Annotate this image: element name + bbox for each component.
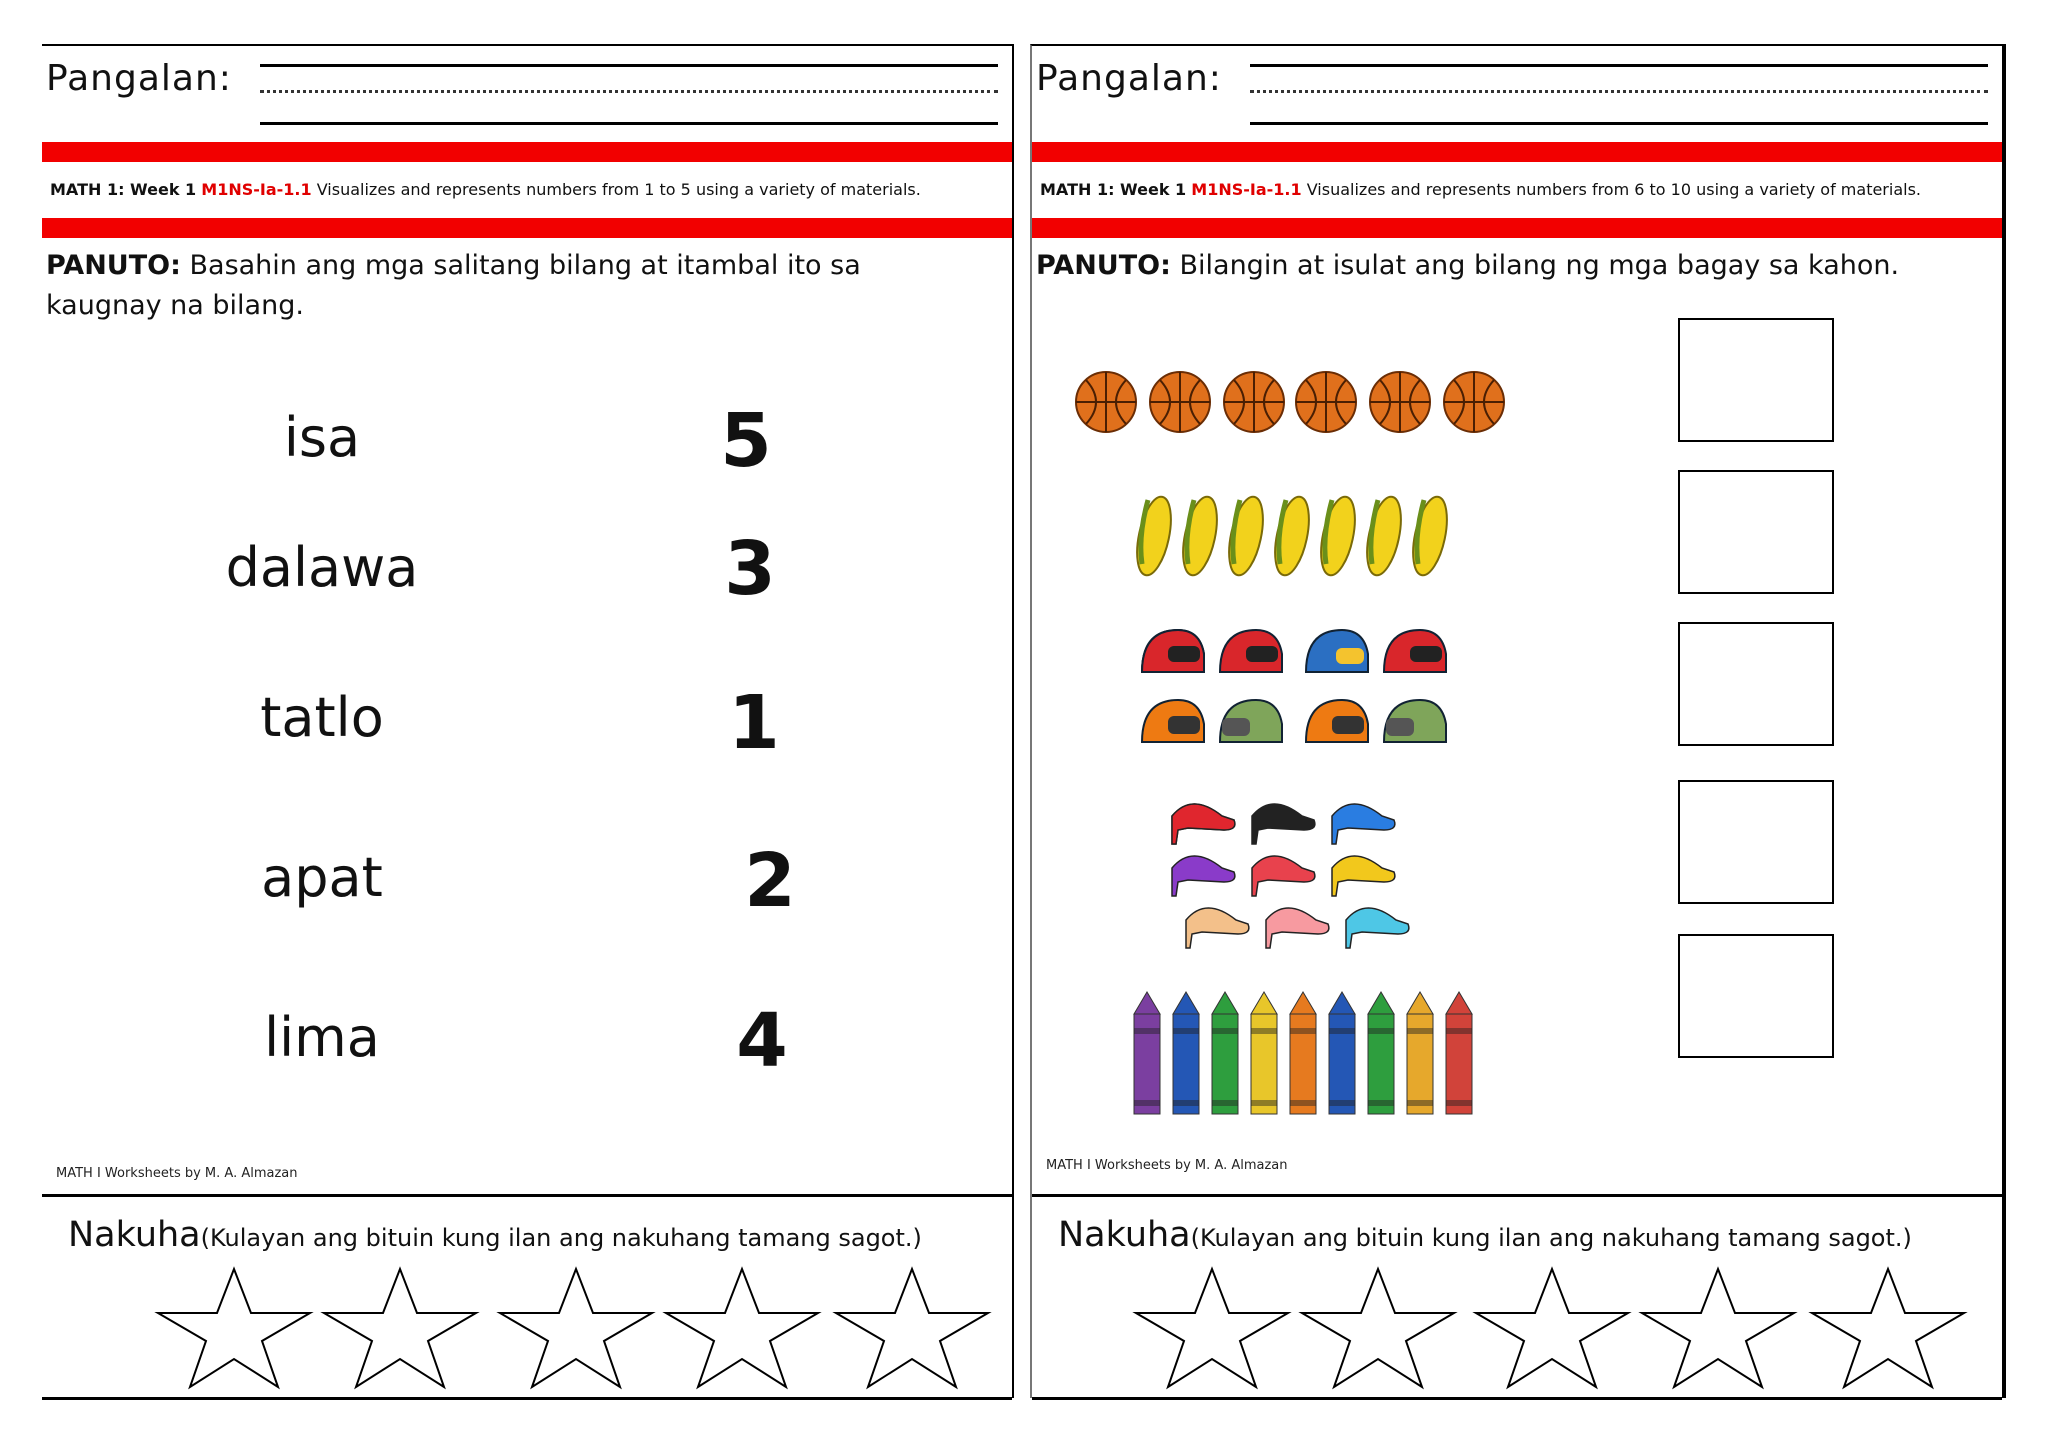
number-word[interactable]: isa <box>283 406 361 469</box>
crayon-icons <box>1130 990 1490 1120</box>
red-divider <box>1032 218 2002 238</box>
nakuha-note: (Kulayan ang bituin kung ilan ang nakuhang tamang sagot.) <box>1190 1224 1912 1252</box>
nakuha-text: Nakuha <box>68 1215 201 1255</box>
numeral[interactable]: 5 <box>720 398 772 484</box>
numeral[interactable]: 4 <box>736 998 788 1084</box>
panuto-label: PANUTO: <box>46 250 181 281</box>
answer-box[interactable] <box>1678 934 1834 1058</box>
name-row <box>42 46 1012 142</box>
crayon-icon <box>1251 992 1277 1114</box>
name-label: Pangalan: <box>46 58 232 99</box>
panuto-label: PANUTO: <box>1036 250 1171 281</box>
credit-line: MATH I Worksheets by M. A. Almazan <box>56 1166 298 1181</box>
name-row <box>1032 46 2002 142</box>
panuto-text: Basahin ang mga salitang bilang at itambal ito sa kaugnay na bilang. <box>46 250 861 321</box>
score-box <box>42 1194 1012 1400</box>
number-word[interactable]: dalawa <box>225 536 419 599</box>
name-write-lines <box>1250 64 1988 134</box>
number-word[interactable]: lima <box>264 1006 380 1069</box>
crayon-icon <box>1407 992 1433 1114</box>
corn-icons <box>1132 486 1462 586</box>
score-label <box>1058 1215 1912 1255</box>
score-box <box>1032 1194 2002 1400</box>
red-divider <box>42 218 1012 238</box>
name-label: Pangalan: <box>1036 58 1222 99</box>
code-prefix: MATH 1: Week 1 <box>1040 180 1187 199</box>
competency-code <box>50 168 1004 212</box>
helmet-icons <box>1138 624 1458 774</box>
crayon-icon <box>1290 992 1316 1114</box>
answer-box[interactable] <box>1678 780 1834 904</box>
corn-group <box>1132 486 1462 590</box>
crayon-icon <box>1173 992 1199 1114</box>
number-word[interactable]: tatlo <box>260 686 384 749</box>
red-divider <box>42 142 1012 162</box>
panuto-text: Bilangin at isulat ang bilang ng mga bagay sa kahon. <box>1179 250 1900 281</box>
crayon-icon <box>1134 992 1160 1114</box>
basketball-icons <box>1074 360 1534 460</box>
numeral[interactable]: 2 <box>744 838 796 924</box>
name-write-lines <box>260 64 998 134</box>
instructions <box>1036 246 1972 286</box>
crayon-group <box>1130 990 1490 1124</box>
star-icon[interactable] <box>1132 1265 1292 1391</box>
red-divider <box>1032 142 2002 162</box>
shoe-group <box>1168 786 1428 970</box>
nakuha-note: (Kulayan ang bituin kung ilan ang nakuhang tamang sagot.) <box>200 1224 922 1252</box>
answer-box[interactable] <box>1678 318 1834 442</box>
code-prefix: MATH 1: Week 1 <box>50 180 197 199</box>
number-word[interactable]: apat <box>261 846 383 909</box>
star-icon[interactable] <box>1472 1265 1632 1391</box>
crayon-icon <box>1368 992 1394 1114</box>
star-icon[interactable] <box>832 1265 992 1391</box>
star-icon[interactable] <box>496 1265 656 1391</box>
code-description: Visualizes and represents numbers from 6 to 10 using a variety of materials. <box>1306 180 1921 199</box>
helmet-group <box>1138 624 1458 778</box>
crayon-icon <box>1329 992 1355 1114</box>
star-icon[interactable] <box>662 1265 822 1391</box>
crayon-icon <box>1446 992 1472 1114</box>
basketball-group <box>1074 360 1534 464</box>
code-id: M1NS-Ia-1.1 <box>201 180 312 199</box>
answer-box[interactable] <box>1678 470 1834 594</box>
star-icon[interactable] <box>1298 1265 1458 1391</box>
numeral[interactable]: 3 <box>724 526 776 612</box>
worksheet-matching <box>42 44 1014 1398</box>
crayon-icon <box>1212 992 1238 1114</box>
competency-code <box>1040 168 1994 212</box>
credit-line: MATH I Worksheets by M. A. Almazan <box>1046 1158 1288 1173</box>
numeral[interactable]: 1 <box>728 680 780 766</box>
star-icon[interactable] <box>154 1265 314 1391</box>
instructions <box>46 246 982 326</box>
worksheet-counting <box>1030 44 2006 1398</box>
star-icon[interactable] <box>1638 1265 1798 1391</box>
nakuha-text: Nakuha <box>1058 1215 1191 1255</box>
code-description: Visualizes and represents numbers from 1 to 5 using a variety of materials. <box>316 180 921 199</box>
answer-box[interactable] <box>1678 622 1834 746</box>
star-icon[interactable] <box>320 1265 480 1391</box>
shoe-icons <box>1168 786 1428 966</box>
score-label <box>68 1215 922 1255</box>
star-icon[interactable] <box>1808 1265 1968 1391</box>
code-id: M1NS-Ia-1.1 <box>1191 180 1302 199</box>
